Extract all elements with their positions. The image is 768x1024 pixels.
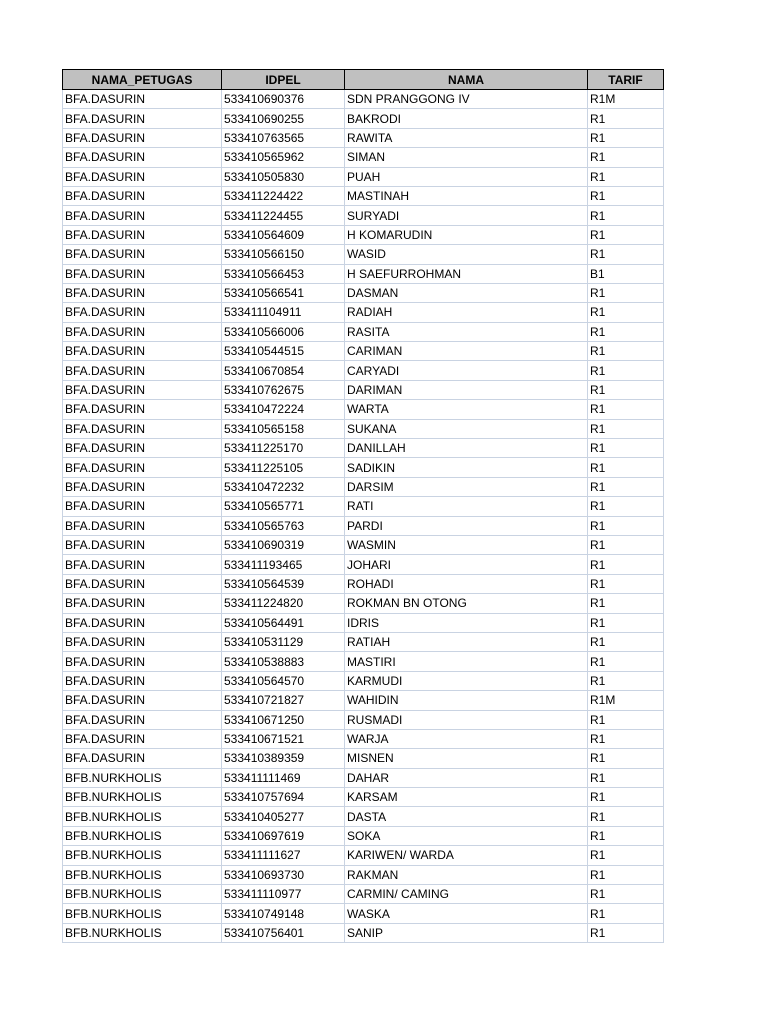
cell-nama: RAWITA — [345, 128, 588, 147]
cell-tarif: R1 — [588, 865, 664, 884]
cell-tarif: R1 — [588, 652, 664, 671]
cell-nama: SIMAN — [345, 148, 588, 167]
cell-tarif: R1 — [588, 109, 664, 128]
cell-tarif: R1 — [588, 904, 664, 923]
table-row — [63, 613, 664, 632]
cell-idpel: 533411225170 — [222, 439, 345, 458]
cell-nama-petugas: BFA.DASURIN — [63, 148, 222, 167]
cell-nama: H KOMARUDIN — [345, 225, 588, 244]
cell-nama: WAHIDIN — [345, 691, 588, 710]
cell-nama: SUKANA — [345, 419, 588, 438]
table-row — [63, 264, 664, 283]
cell-idpel: 533410564609 — [222, 225, 345, 244]
cell-idpel: 533411111469 — [222, 768, 345, 787]
table-row — [63, 846, 664, 865]
cell-idpel: 533410565763 — [222, 516, 345, 535]
cell-idpel: 533411111627 — [222, 846, 345, 865]
cell-idpel: 533410531129 — [222, 632, 345, 651]
table-row — [63, 826, 664, 845]
table-row — [63, 283, 664, 302]
cell-idpel: 533410757694 — [222, 788, 345, 807]
cell-tarif: R1 — [588, 439, 664, 458]
cell-nama: WASID — [345, 245, 588, 264]
cell-tarif: R1 — [588, 885, 664, 904]
cell-nama: RUSMADI — [345, 710, 588, 729]
table-row — [63, 516, 664, 535]
cell-nama: DARSIM — [345, 477, 588, 496]
cell-nama: SDN PRANGGONG IV — [345, 90, 588, 109]
cell-tarif: R1 — [588, 574, 664, 593]
cell-idpel: 533410472224 — [222, 400, 345, 419]
table-row — [63, 361, 664, 380]
cell-tarif: R1 — [588, 613, 664, 632]
cell-tarif: R1 — [588, 361, 664, 380]
table-row — [63, 885, 664, 904]
table-row — [63, 148, 664, 167]
cell-idpel: 533410505830 — [222, 167, 345, 186]
column-header-idpel: IDPEL — [222, 70, 345, 90]
cell-idpel: 533411224455 — [222, 206, 345, 225]
cell-tarif: R1 — [588, 458, 664, 477]
cell-nama: JOHARI — [345, 555, 588, 574]
cell-nama-petugas: BFA.DASURIN — [63, 632, 222, 651]
cell-tarif: R1 — [588, 923, 664, 942]
table-row — [63, 167, 664, 186]
table-row — [63, 749, 664, 768]
table-row — [63, 865, 664, 884]
cell-nama: WARJA — [345, 729, 588, 748]
cell-nama: SOKA — [345, 826, 588, 845]
table-row — [63, 497, 664, 516]
cell-nama-petugas: BFB.NURKHOLIS — [63, 807, 222, 826]
cell-idpel: 533410756401 — [222, 923, 345, 942]
cell-tarif: R1 — [588, 245, 664, 264]
cell-idpel: 533410565771 — [222, 497, 345, 516]
cell-nama-petugas: BFA.DASURIN — [63, 497, 222, 516]
cell-idpel: 533410690319 — [222, 535, 345, 554]
cell-nama-petugas: BFA.DASURIN — [63, 109, 222, 128]
cell-nama: DASMAN — [345, 283, 588, 302]
cell-nama: DARIMAN — [345, 380, 588, 399]
cell-nama-petugas: BFA.DASURIN — [63, 303, 222, 322]
cell-idpel: 533410566006 — [222, 322, 345, 341]
table-row — [63, 904, 664, 923]
cell-idpel: 533410564491 — [222, 613, 345, 632]
table-row — [63, 380, 664, 399]
cell-idpel: 533410697619 — [222, 826, 345, 845]
cell-nama: IDRIS — [345, 613, 588, 632]
cell-idpel: 533410693730 — [222, 865, 345, 884]
cell-tarif: R1 — [588, 594, 664, 613]
cell-tarif: R1 — [588, 729, 664, 748]
cell-nama: KARIWEN/ WARDA — [345, 846, 588, 865]
cell-nama-petugas: BFB.NURKHOLIS — [63, 826, 222, 845]
cell-tarif: R1 — [588, 206, 664, 225]
table-row — [63, 807, 664, 826]
cell-nama: CARYADI — [345, 361, 588, 380]
cell-tarif: R1 — [588, 807, 664, 826]
cell-idpel: 533410762675 — [222, 380, 345, 399]
cell-nama-petugas: BFA.DASURIN — [63, 167, 222, 186]
cell-nama-petugas: BFA.DASURIN — [63, 264, 222, 283]
cell-nama: MISNEN — [345, 749, 588, 768]
cell-nama-petugas: BFB.NURKHOLIS — [63, 865, 222, 884]
column-header-tarif: TARIF — [588, 70, 664, 90]
cell-nama: SANIP — [345, 923, 588, 942]
cell-nama-petugas: BFB.NURKHOLIS — [63, 885, 222, 904]
table-row — [63, 691, 664, 710]
cell-nama-petugas: BFB.NURKHOLIS — [63, 923, 222, 942]
cell-nama: RAKMAN — [345, 865, 588, 884]
cell-nama-petugas: BFA.DASURIN — [63, 458, 222, 477]
cell-nama: BAKRODI — [345, 109, 588, 128]
table-row — [63, 400, 664, 419]
cell-tarif: R1 — [588, 826, 664, 845]
cell-nama-petugas: BFA.DASURIN — [63, 419, 222, 438]
table-row — [63, 574, 664, 593]
table-row — [63, 109, 664, 128]
cell-nama-petugas: BFA.DASURIN — [63, 400, 222, 419]
cell-nama-petugas: BFA.DASURIN — [63, 749, 222, 768]
cell-nama-petugas: BFB.NURKHOLIS — [63, 904, 222, 923]
cell-idpel: 533410566453 — [222, 264, 345, 283]
cell-tarif: R1 — [588, 342, 664, 361]
cell-idpel: 533410405277 — [222, 807, 345, 826]
cell-nama-petugas: BFA.DASURIN — [63, 710, 222, 729]
cell-tarif: R1 — [588, 768, 664, 787]
table-row — [63, 90, 664, 109]
cell-nama-petugas: BFA.DASURIN — [63, 186, 222, 205]
table-row — [63, 128, 664, 147]
cell-tarif: R1 — [588, 283, 664, 302]
cell-nama-petugas: BFA.DASURIN — [63, 322, 222, 341]
cell-idpel: 533410566541 — [222, 283, 345, 302]
cell-tarif: R1 — [588, 380, 664, 399]
cell-tarif: R1 — [588, 400, 664, 419]
cell-tarif: R1 — [588, 710, 664, 729]
cell-nama-petugas: BFA.DASURIN — [63, 225, 222, 244]
table-row — [63, 671, 664, 690]
table-row — [63, 342, 664, 361]
table-row — [63, 419, 664, 438]
cell-nama: DANILLAH — [345, 439, 588, 458]
cell-tarif: R1 — [588, 632, 664, 651]
cell-tarif: R1 — [588, 225, 664, 244]
table-row — [63, 594, 664, 613]
table-row — [63, 322, 664, 341]
cell-tarif: R1 — [588, 671, 664, 690]
cell-nama: WASKA — [345, 904, 588, 923]
cell-nama-petugas: BFA.DASURIN — [63, 380, 222, 399]
cell-idpel: 533410544515 — [222, 342, 345, 361]
cell-idpel: 533411110977 — [222, 885, 345, 904]
cell-tarif: R1 — [588, 846, 664, 865]
cell-idpel: 533410564570 — [222, 671, 345, 690]
cell-tarif: R1 — [588, 186, 664, 205]
table-row — [63, 245, 664, 264]
cell-idpel: 533411224422 — [222, 186, 345, 205]
cell-nama: SURYADI — [345, 206, 588, 225]
cell-nama-petugas: BFB.NURKHOLIS — [63, 846, 222, 865]
table-row — [63, 632, 664, 651]
cell-nama: RATI — [345, 497, 588, 516]
cell-nama-petugas: BFA.DASURIN — [63, 671, 222, 690]
header-row — [63, 70, 664, 90]
cell-nama-petugas: BFA.DASURIN — [63, 594, 222, 613]
table-row — [63, 923, 664, 942]
data-table — [62, 69, 664, 943]
cell-idpel: 533410389359 — [222, 749, 345, 768]
table-row — [63, 206, 664, 225]
cell-nama-petugas: BFA.DASURIN — [63, 729, 222, 748]
cell-tarif: R1 — [588, 516, 664, 535]
cell-idpel: 533410671521 — [222, 729, 345, 748]
cell-nama: CARMIN/ CAMING — [345, 885, 588, 904]
cell-nama-petugas: BFA.DASURIN — [63, 439, 222, 458]
cell-nama: WARTA — [345, 400, 588, 419]
table-row — [63, 788, 664, 807]
cell-idpel: 533410566150 — [222, 245, 345, 264]
cell-nama: ROKMAN BN OTONG — [345, 594, 588, 613]
cell-tarif: R1 — [588, 148, 664, 167]
cell-idpel: 533410472232 — [222, 477, 345, 496]
cell-nama-petugas: BFA.DASURIN — [63, 206, 222, 225]
cell-tarif: R1 — [588, 322, 664, 341]
cell-idpel: 533410690376 — [222, 90, 345, 109]
spreadsheet-page — [62, 69, 664, 943]
table-row — [63, 225, 664, 244]
cell-tarif: R1 — [588, 477, 664, 496]
cell-idpel: 533410721827 — [222, 691, 345, 710]
cell-nama-petugas: BFA.DASURIN — [63, 555, 222, 574]
cell-tarif: R1 — [588, 555, 664, 574]
cell-tarif: B1 — [588, 264, 664, 283]
cell-nama-petugas: BFA.DASURIN — [63, 361, 222, 380]
cell-nama-petugas: BFA.DASURIN — [63, 128, 222, 147]
table-row — [63, 710, 664, 729]
cell-idpel: 533410564539 — [222, 574, 345, 593]
cell-idpel: 533410565962 — [222, 148, 345, 167]
cell-idpel: 533410538883 — [222, 652, 345, 671]
cell-nama: SADIKIN — [345, 458, 588, 477]
cell-idpel: 533411193465 — [222, 555, 345, 574]
cell-idpel: 533410670854 — [222, 361, 345, 380]
cell-nama: RATIAH — [345, 632, 588, 651]
cell-nama-petugas: BFA.DASURIN — [63, 613, 222, 632]
cell-idpel: 533410749148 — [222, 904, 345, 923]
cell-tarif: R1 — [588, 535, 664, 554]
cell-nama: KARMUDI — [345, 671, 588, 690]
cell-idpel: 533410565158 — [222, 419, 345, 438]
cell-nama: PUAH — [345, 167, 588, 186]
cell-nama: MASTINAH — [345, 186, 588, 205]
cell-nama-petugas: BFB.NURKHOLIS — [63, 788, 222, 807]
cell-nama: RADIAH — [345, 303, 588, 322]
cell-tarif: R1 — [588, 303, 664, 322]
column-header-nama: NAMA — [345, 70, 588, 90]
cell-nama: DAHAR — [345, 768, 588, 787]
cell-idpel: 533411224820 — [222, 594, 345, 613]
cell-idpel: 533410763565 — [222, 128, 345, 147]
table-body — [63, 90, 664, 943]
cell-tarif: R1 — [588, 128, 664, 147]
cell-idpel: 533411225105 — [222, 458, 345, 477]
cell-nama-petugas: BFA.DASURIN — [63, 477, 222, 496]
cell-nama-petugas: BFA.DASURIN — [63, 516, 222, 535]
cell-idpel: 533410671250 — [222, 710, 345, 729]
table-row — [63, 458, 664, 477]
cell-tarif: R1 — [588, 497, 664, 516]
table-row — [63, 186, 664, 205]
cell-nama-petugas: BFB.NURKHOLIS — [63, 768, 222, 787]
table-row — [63, 477, 664, 496]
cell-nama-petugas: BFA.DASURIN — [63, 90, 222, 109]
cell-nama: CARIMAN — [345, 342, 588, 361]
cell-nama-petugas: BFA.DASURIN — [63, 574, 222, 593]
column-header-nama-petugas: NAMA_PETUGAS — [63, 70, 222, 90]
cell-nama-petugas: BFA.DASURIN — [63, 652, 222, 671]
cell-tarif: R1M — [588, 90, 664, 109]
cell-nama: PARDI — [345, 516, 588, 535]
cell-tarif: R1 — [588, 788, 664, 807]
table-row — [63, 535, 664, 554]
cell-idpel: 533410690255 — [222, 109, 345, 128]
cell-tarif: R1 — [588, 167, 664, 186]
table-row — [63, 768, 664, 787]
cell-nama-petugas: BFA.DASURIN — [63, 535, 222, 554]
cell-nama-petugas: BFA.DASURIN — [63, 245, 222, 264]
cell-idpel: 533411104911 — [222, 303, 345, 322]
cell-nama: RASITA — [345, 322, 588, 341]
cell-nama-petugas: BFA.DASURIN — [63, 283, 222, 302]
cell-nama-petugas: BFA.DASURIN — [63, 691, 222, 710]
cell-nama: WASMIN — [345, 535, 588, 554]
table-row — [63, 303, 664, 322]
cell-tarif: R1 — [588, 419, 664, 438]
table-row — [63, 729, 664, 748]
cell-nama: ROHADI — [345, 574, 588, 593]
cell-nama: KARSAM — [345, 788, 588, 807]
cell-nama: MASTIRI — [345, 652, 588, 671]
cell-nama: DASTA — [345, 807, 588, 826]
cell-nama: H SAEFURROHMAN — [345, 264, 588, 283]
cell-nama-petugas: BFA.DASURIN — [63, 342, 222, 361]
table-row — [63, 439, 664, 458]
cell-tarif: R1M — [588, 691, 664, 710]
table-row — [63, 652, 664, 671]
cell-tarif: R1 — [588, 749, 664, 768]
table-row — [63, 555, 664, 574]
